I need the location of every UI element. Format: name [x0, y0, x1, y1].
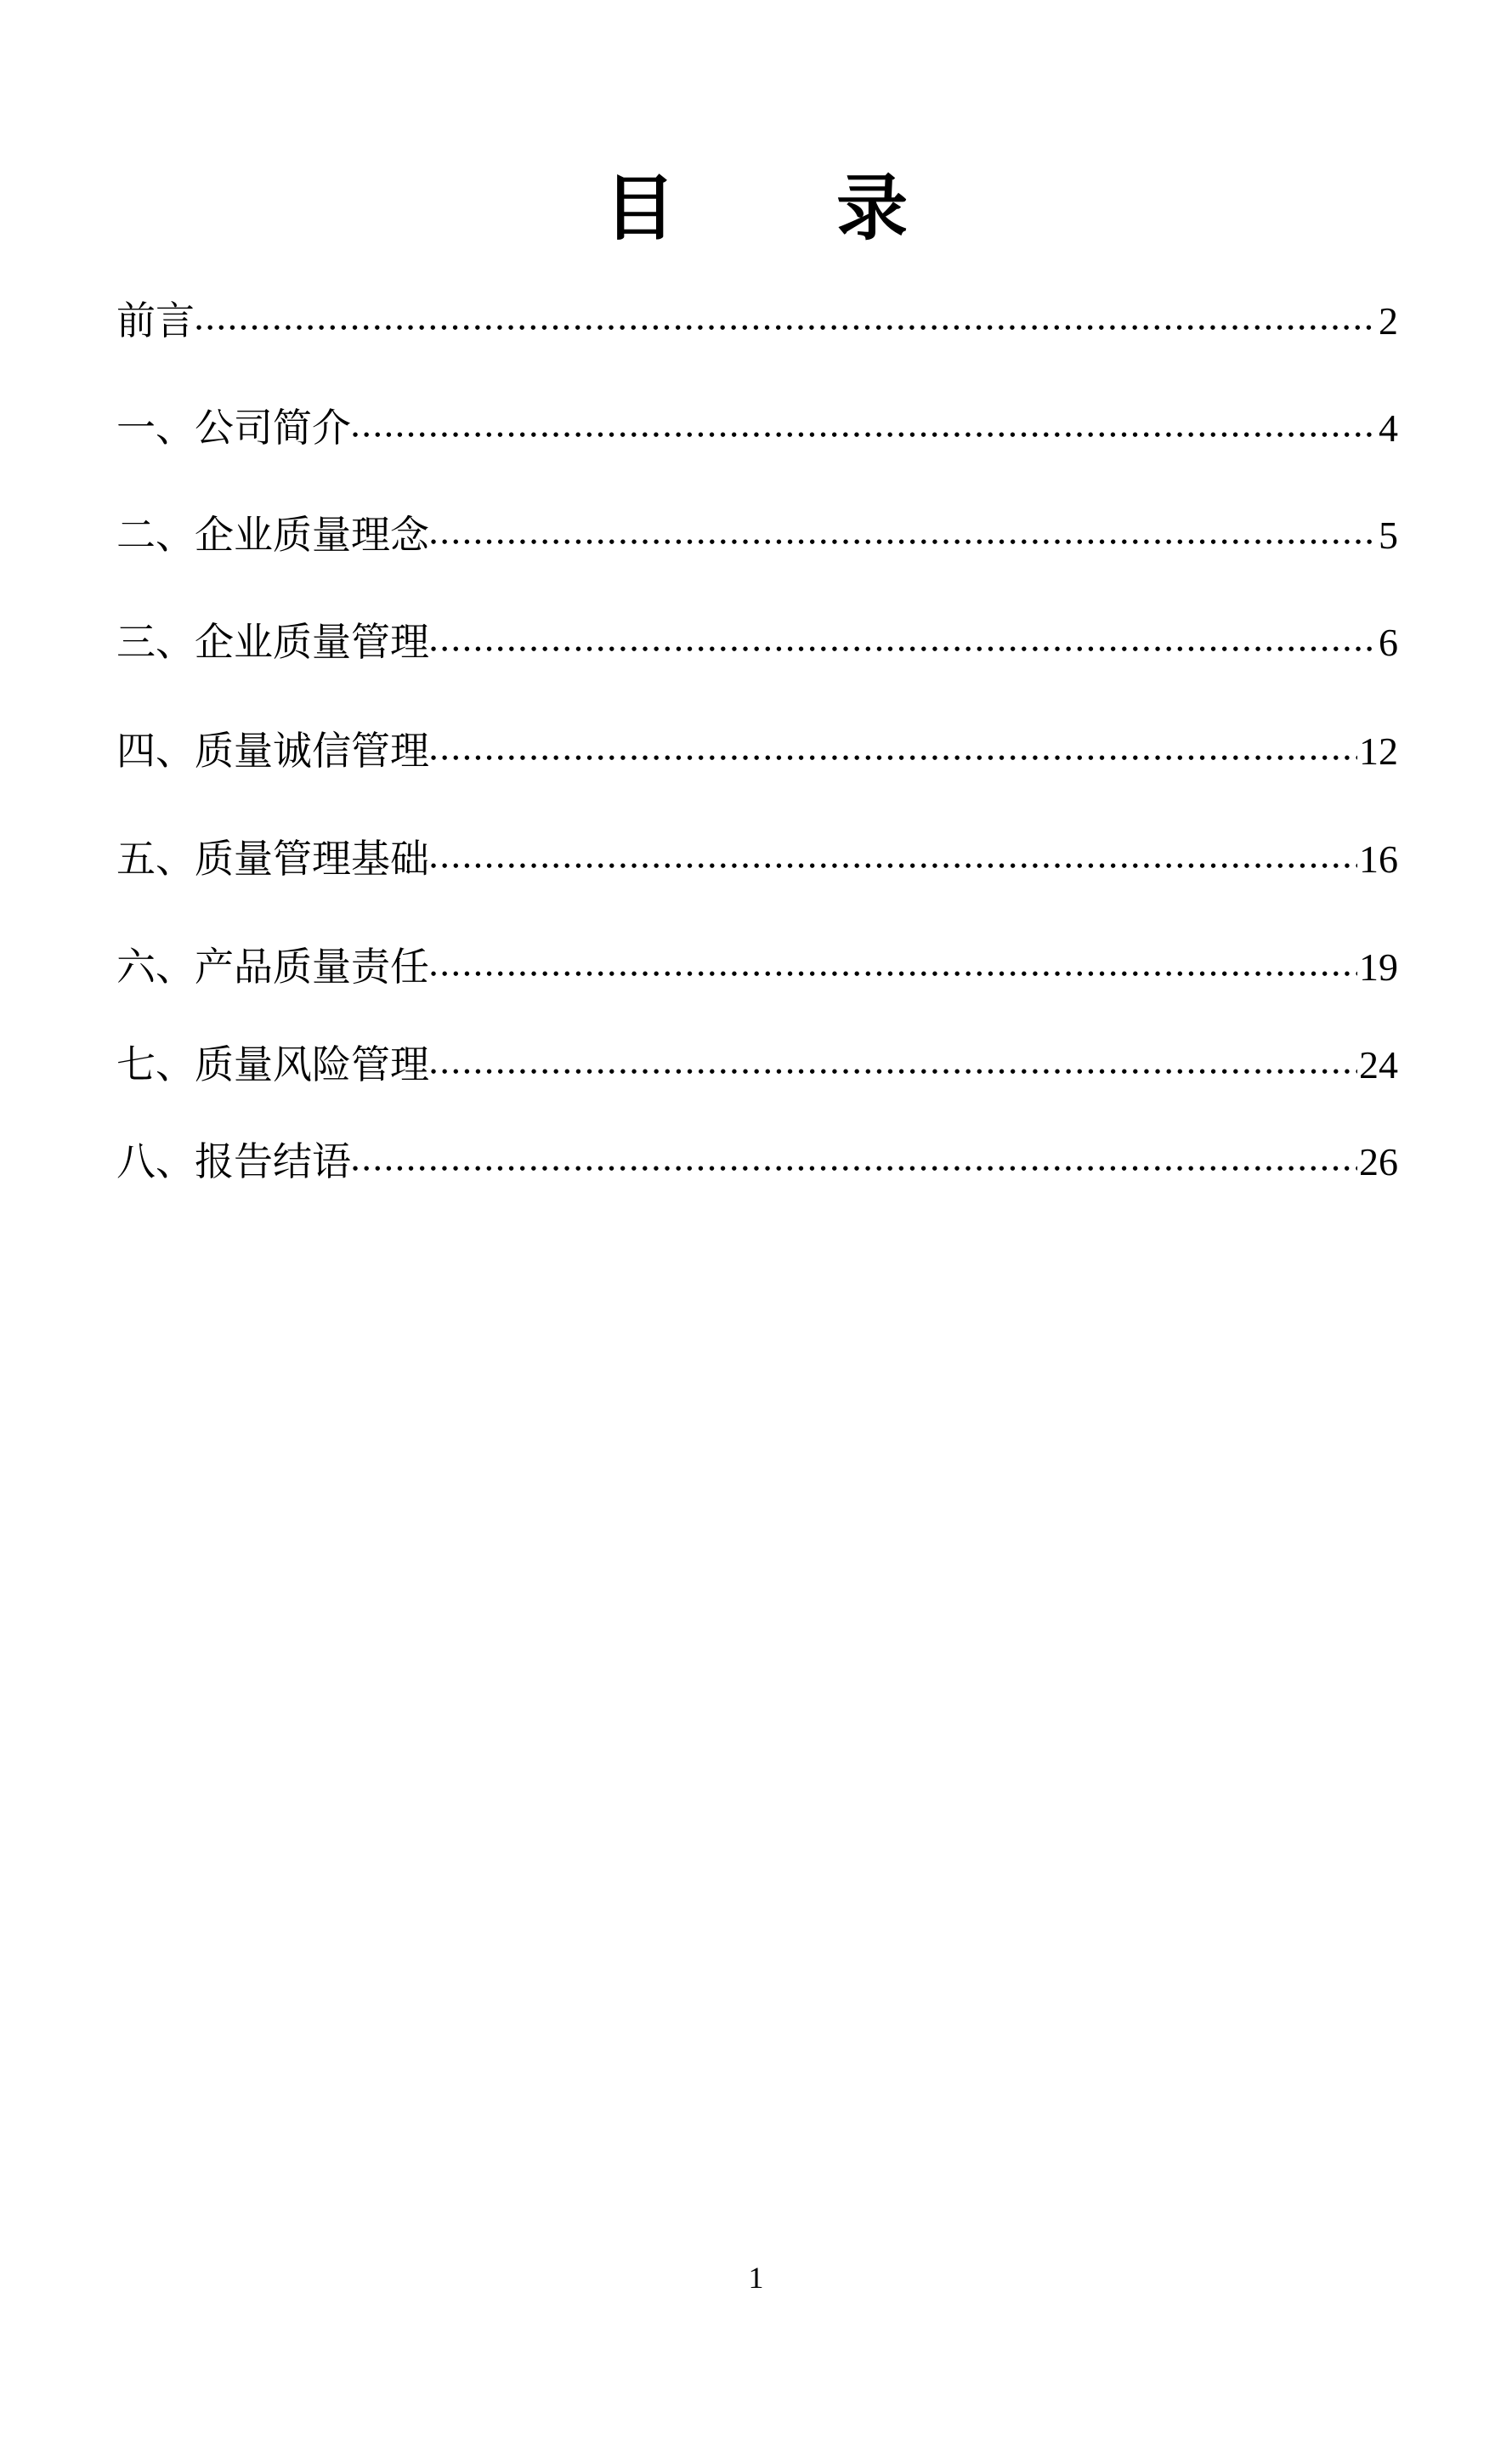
toc-entry-page: 12 [1359, 729, 1398, 773]
toc-entry-page: 2 [1379, 299, 1398, 343]
toc-entry-label: 一、公司简介 [116, 405, 351, 451]
toc-entry[interactable] [116, 724, 1398, 778]
toc-entry-label: 六、产品质量责任 [116, 944, 429, 990]
toc-entry-label: 八、报告结语 [116, 1138, 351, 1184]
toc-dot-leader [196, 297, 1377, 355]
toc-dot-leader [431, 1041, 1357, 1098]
toc-entry-label: 三、企业质量管理 [116, 619, 429, 665]
toc-entry-label: 二、企业质量理念 [116, 512, 429, 558]
toc-dot-leader [431, 943, 1357, 1001]
toc-entry[interactable] [116, 1037, 1398, 1092]
toc-dot-leader [353, 1138, 1357, 1195]
page-title: 目 录 [603, 167, 977, 250]
toc-entry[interactable] [116, 1134, 1398, 1189]
toc-entry-page: 26 [1359, 1140, 1398, 1183]
toc-entry-label: 五、质量管理基础 [116, 836, 429, 882]
toc-dot-leader [431, 835, 1357, 893]
toc-entry-label: 前言 [116, 298, 195, 343]
toc-entry-page: 16 [1359, 837, 1398, 881]
toc-entry-label: 四、质量诚信管理 [116, 728, 429, 774]
toc-entry-page: 5 [1379, 514, 1398, 557]
toc-entry-label: 七、质量风险管理 [116, 1041, 429, 1087]
toc-dot-leader [431, 511, 1377, 569]
toc-dot-leader [431, 618, 1377, 676]
toc-entry-page: 6 [1379, 621, 1398, 664]
toc-entry-page: 19 [1359, 945, 1398, 989]
toc-entry-page: 24 [1359, 1043, 1398, 1087]
toc-dot-leader [353, 404, 1377, 462]
page-number: 1 [748, 2261, 764, 2295]
toc-entry[interactable] [116, 939, 1398, 994]
toc-dot-leader [431, 727, 1357, 785]
toc-entry[interactable] [116, 400, 1398, 455]
toc-entry[interactable] [116, 615, 1398, 669]
toc-entry[interactable] [116, 293, 1398, 348]
toc-entry-page: 4 [1379, 406, 1398, 450]
toc-entry[interactable] [116, 831, 1398, 886]
toc-entry[interactable] [116, 508, 1398, 562]
